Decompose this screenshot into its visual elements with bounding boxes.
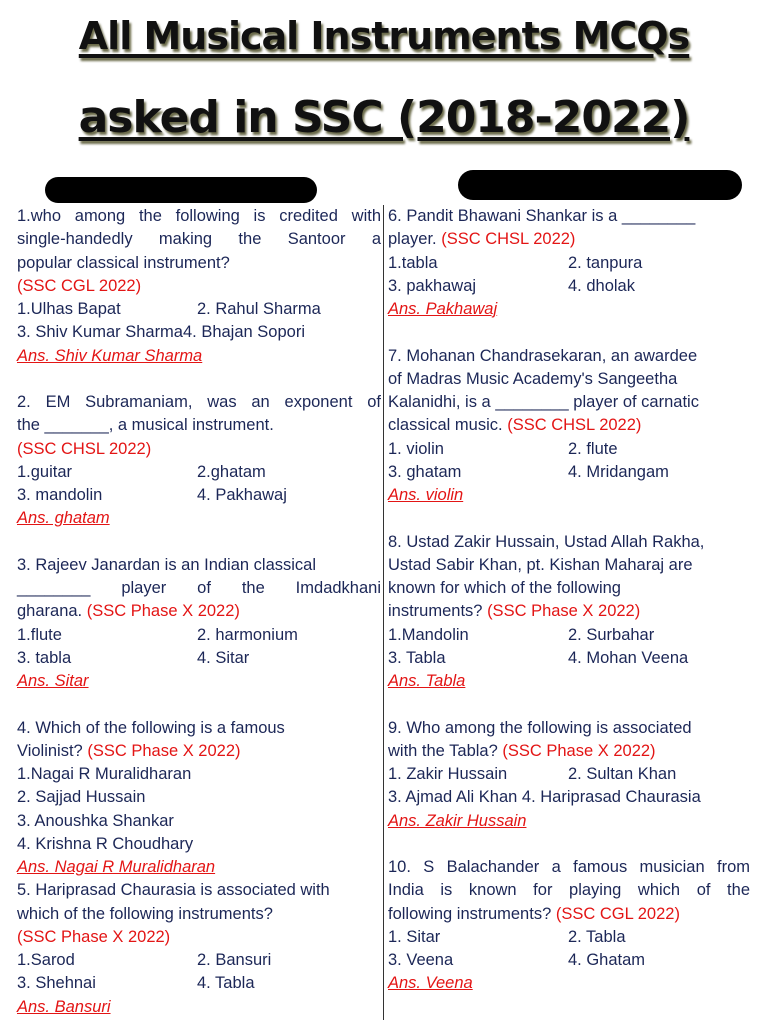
option: 2. harmonium <box>197 625 298 644</box>
question-line <box>17 414 381 437</box>
question-text: of Madras Music Academy's Sangeetha <box>388 369 678 388</box>
question-line <box>17 926 381 949</box>
question-line <box>17 786 381 809</box>
option: 1.Ulhas Bapat <box>17 300 121 318</box>
question-line <box>17 903 381 926</box>
spacer <box>388 321 750 344</box>
answer-text: Ans. Pakhawaj <box>388 300 498 318</box>
question-line <box>17 554 381 577</box>
answer-line <box>17 856 381 879</box>
option: 1.guitar <box>17 462 73 481</box>
question-text: 6. Pandit Bhawani Shankar is a ________ <box>388 207 696 225</box>
question-line <box>17 252 381 275</box>
exam-source: (SSC Phase X 2022) <box>17 927 171 946</box>
question-text: instruments? <box>388 602 483 621</box>
options-line <box>17 972 381 995</box>
option: 2. Bansuri <box>197 951 272 969</box>
options-line <box>388 252 750 275</box>
option: 3. mandolin <box>17 486 103 504</box>
options-line <box>388 949 750 972</box>
option: 3. Veena <box>388 951 454 969</box>
option: 1.tabla <box>388 253 438 272</box>
document-title-line-2: asked in SSC (2018-2022) <box>78 92 690 143</box>
answer-line <box>17 996 381 1019</box>
options-line <box>17 484 381 507</box>
answer-line <box>388 810 750 833</box>
exam-source: (SSC CGL 2022) <box>555 904 680 923</box>
options-line <box>17 647 381 670</box>
question-text: 2. Sajjad Hussain <box>17 788 146 807</box>
question-line <box>388 205 750 228</box>
question-line <box>388 740 750 763</box>
question-line <box>388 903 750 926</box>
answer-text: Ans. Bansuri <box>17 997 111 1016</box>
question-text: 1.who among the following is credited with <box>17 207 381 225</box>
right-column <box>388 205 750 996</box>
question-line <box>17 391 381 414</box>
redaction-mark-left <box>45 177 317 203</box>
exam-source: (SSC Phase X 2022) <box>502 741 656 760</box>
spacer <box>17 693 381 716</box>
question-line <box>17 577 381 600</box>
question-line <box>388 414 750 437</box>
question-text: 5. Hariprasad Chaurasia is associated with <box>17 881 330 900</box>
question-line <box>388 879 750 902</box>
answer-text: Ans. Veena <box>388 974 473 993</box>
question-text: gharana. <box>17 602 83 621</box>
option: 4. Sitar <box>197 648 250 667</box>
question-text: known for which of the following <box>388 579 621 597</box>
question-line <box>388 856 750 879</box>
question-line <box>17 321 381 344</box>
answer-line <box>388 670 750 693</box>
exam-source: (SSC CHSL 2022) <box>507 416 642 435</box>
question-line <box>388 717 750 740</box>
question-line <box>388 554 750 577</box>
options-line <box>388 461 750 484</box>
question-line <box>17 740 381 763</box>
question-line <box>17 717 381 740</box>
answer-text: Ans. ghatam <box>17 509 110 528</box>
question-line <box>388 345 750 368</box>
answer-text: Ans. Nagai R Muralidharan <box>17 858 216 876</box>
question-text: 8. Ustad Zakir Hussain, Ustad Allah Rakha, <box>388 532 705 551</box>
options-line <box>17 624 381 647</box>
option: 2. Surbahar <box>568 625 655 644</box>
question-text: 3. Ajmad Ali Khan 4. Hariprasad Chaurasia <box>388 788 701 807</box>
exam-source: (SSC CGL 2022) <box>17 276 142 295</box>
question-line <box>388 786 750 809</box>
answer-line <box>17 670 381 693</box>
exam-source: (SSC Phase X 2022) <box>87 741 241 760</box>
answer-line <box>17 345 381 368</box>
answer-text: Ans. Zakir Hussain <box>388 811 527 830</box>
question-text: 7. Mohanan Chandrasekaran, an awardee <box>388 346 698 365</box>
option: 2.ghatam <box>197 462 266 481</box>
option: 4. Pakhawaj <box>197 486 287 504</box>
question-text: with the Tabla? <box>388 741 498 760</box>
question-text: 2. EM Subramaniam, was an exponent of <box>17 393 381 411</box>
answer-line <box>388 972 750 995</box>
answer-line <box>388 484 750 507</box>
exam-source: (SSC CHSL 2022) <box>17 439 152 458</box>
question-text: ________ player of the Imdadkhani <box>17 579 381 597</box>
question-line <box>388 391 750 414</box>
exam-source: (SSC Phase X 2022) <box>487 602 641 621</box>
question-text: player. <box>388 230 437 249</box>
redaction-mark-right <box>458 170 742 200</box>
question-line <box>17 600 381 623</box>
question-line <box>17 275 381 298</box>
question-line <box>388 531 750 554</box>
spacer <box>17 531 381 554</box>
option: 2. Sultan Khan <box>568 765 677 783</box>
answer-text: Ans. Tabla <box>388 672 466 690</box>
question-text: 10. S Balachander a famous musician from <box>388 858 750 876</box>
question-text: 1.Nagai R Muralidharan <box>17 765 192 783</box>
question-line <box>17 879 381 902</box>
question-line <box>388 228 750 251</box>
document-title-line-1: All Musical Instruments MCQs <box>78 14 690 58</box>
option: 4. Mohan Veena <box>568 648 689 667</box>
spacer <box>388 833 750 856</box>
spacer <box>17 368 381 391</box>
options-line <box>17 949 381 972</box>
question-line <box>17 833 381 856</box>
question-text: 4. Krishna R Choudhary <box>17 834 194 853</box>
answer-text: Ans. Shiv Kumar Sharma <box>17 346 203 365</box>
question-text: the _______, a musical instrument. <box>17 416 274 435</box>
question-text: single-handedly making the Santoor a <box>17 230 381 249</box>
options-line <box>388 647 750 670</box>
exam-source: (SSC CHSL 2022) <box>441 230 576 249</box>
option: 1.Mandolin <box>388 625 469 644</box>
question-text: 9. Who among the following is associated <box>388 718 692 737</box>
option: 1. Sitar <box>388 927 441 946</box>
option: 4. Ghatam <box>568 951 646 969</box>
question-line <box>388 577 750 600</box>
option: 1.Sarod <box>17 951 75 969</box>
options-line <box>388 926 750 949</box>
option: 3. pakhawaj <box>388 276 477 295</box>
option: 1. Zakir Hussain <box>388 765 508 783</box>
exam-source: (SSC Phase X 2022) <box>86 602 240 621</box>
answer-text: Ans. Sitar <box>17 672 89 690</box>
option: 4. dholak <box>568 276 635 295</box>
question-text: which of the following instruments? <box>17 904 273 923</box>
options-line <box>388 275 750 298</box>
option: 1.flute <box>17 625 62 644</box>
question-text: following instruments? <box>388 904 552 923</box>
left-column <box>17 205 381 1019</box>
question-line <box>17 763 381 786</box>
question-line <box>17 228 381 251</box>
answer-line <box>388 298 750 321</box>
option: 1. violin <box>388 439 444 458</box>
question-line <box>388 600 750 623</box>
question-text: Ustad Sabir Khan, pt. Kishan Maharaj are <box>388 555 693 574</box>
question-text: classical music. <box>388 416 503 435</box>
spacer <box>388 693 750 716</box>
option: 2. Tabla <box>568 927 626 946</box>
question-text: 3. Shiv Kumar Sharma4. Bhajan Sopori <box>17 323 305 342</box>
options-line <box>17 461 381 484</box>
spacer <box>388 507 750 530</box>
question-line <box>17 810 381 833</box>
option: 4. Mridangam <box>568 462 669 481</box>
option: 3. Shehnai <box>17 974 96 993</box>
question-text: Violinist? <box>17 741 83 760</box>
option: 3. ghatam <box>388 462 462 481</box>
options-line <box>388 624 750 647</box>
option: 2. tanpura <box>568 253 643 272</box>
option: 3. Tabla <box>388 648 446 667</box>
question-text: Kalanidhi, is a ________ player of carnatic <box>388 393 699 411</box>
column-divider <box>383 205 384 1020</box>
options-line <box>388 438 750 461</box>
options-line <box>17 298 381 321</box>
option: 3. tabla <box>17 648 72 667</box>
options-line <box>388 763 750 786</box>
question-line <box>17 438 381 461</box>
question-text: India is known for playing which of the <box>388 881 750 900</box>
question-text: 4. Which of the following is a famous <box>17 718 285 737</box>
question-line <box>388 368 750 391</box>
question-line <box>17 205 381 228</box>
option: 2. Rahul Sharma <box>197 300 321 318</box>
option: 2. flute <box>568 439 618 458</box>
option: 4. Tabla <box>197 974 255 993</box>
question-text: 3. Anoushka Shankar <box>17 811 174 830</box>
question-text: 3. Rajeev Janardan is an Indian classical <box>17 555 317 574</box>
question-text: popular classical instrument? <box>17 253 230 272</box>
answer-line <box>17 507 381 530</box>
answer-text: Ans. violin <box>388 486 464 504</box>
